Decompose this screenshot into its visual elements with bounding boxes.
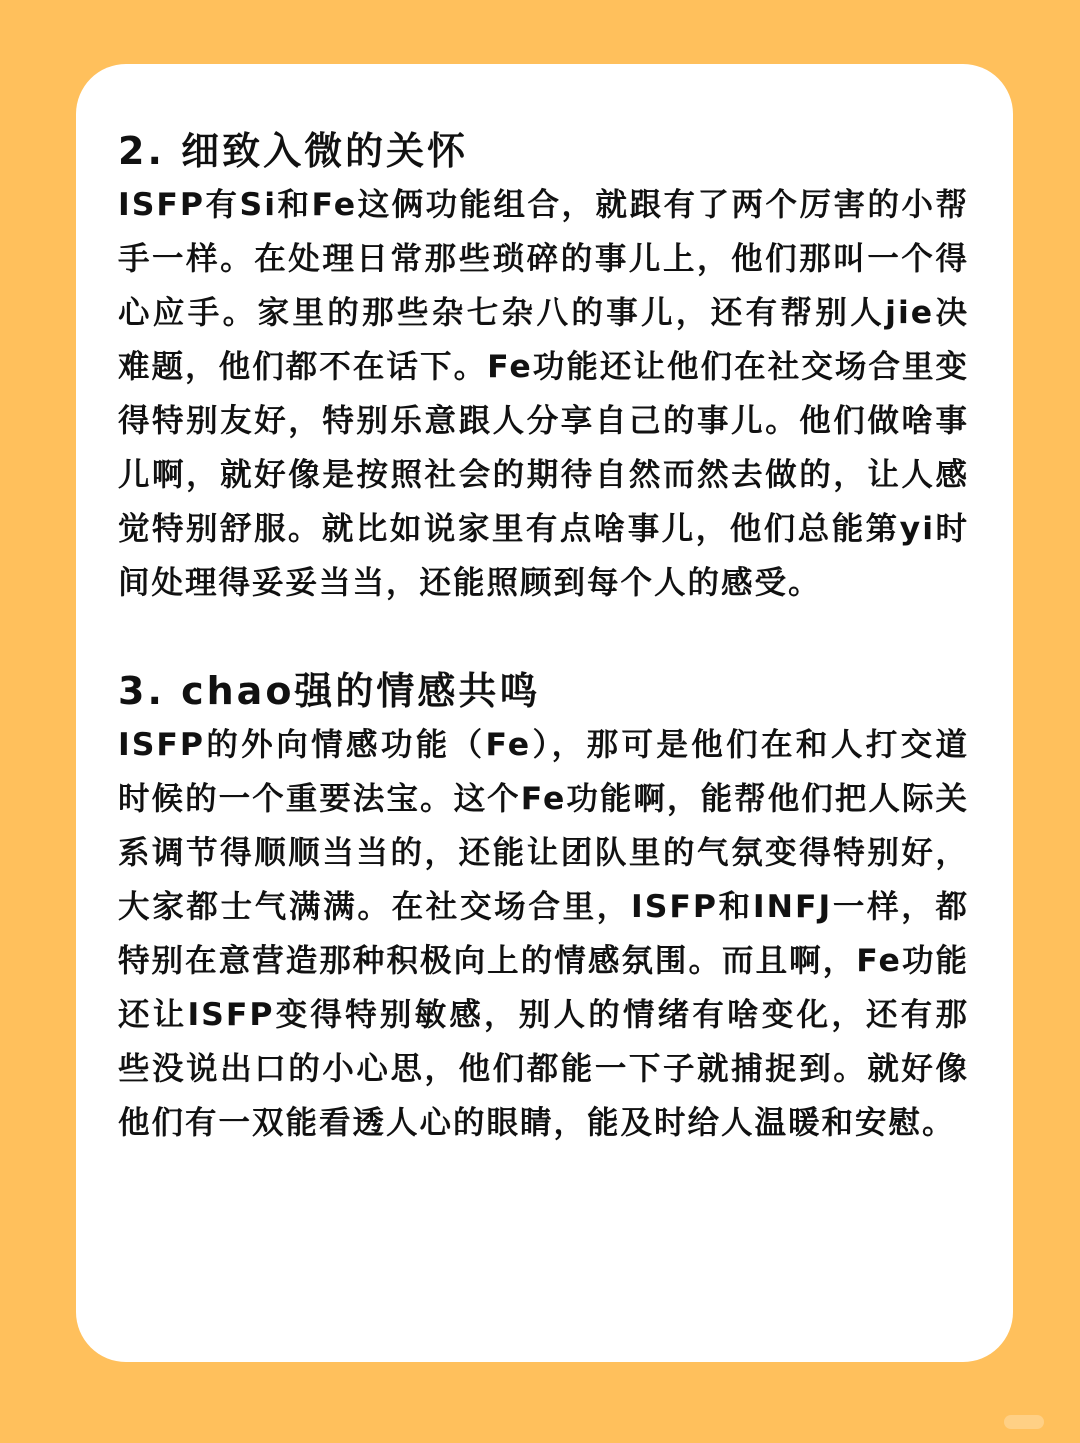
section-heading: 2. 细致入微的关怀 [118, 129, 469, 173]
section-care [118, 126, 969, 610]
section-heading: 3. chao强的情感共鸣 [118, 669, 541, 713]
section-body: ISFP的外向情感功能（Fe），那可是他们在和人打交道时候的一个重要法宝。这个Fe功能啊，能帮他们把人际关系调节得顺顺当当的，还能让团队里的气氛变得特别好，大家都士气满满。在社交场合里，ISFP和INFJ一样，都特别在意营造那种积极向上的情感氛围。而且啊，Fe功能还让ISFP变得特别敏感，别人的情绪有啥变化，还有那些没说出口的小心思，他们都能一下子就捕捉到。就好像他们有一双能看透人心的眼睛，能及时给人温暖和安慰。 [118, 727, 969, 1141]
section-empathy [118, 666, 969, 1150]
watermark [1004, 1415, 1044, 1429]
section-body: ISFP有Si和Fe这俩功能组合，就跟有了两个厉害的小帮手一样。在处理日常那些琐碎的事儿上，他们那叫一个得心应手。家里的那些杂七杂八的事儿，还有帮别人jie决难题，他们都不在话下。Fe功能还让他们在社交场合里变得特别友好，特别乐意跟人分享自己的事儿。他们做啥事儿啊，就好像是按照社会的期待自然而然去做的，让人感觉特别舒服。就比如说家里有点啥事儿，他们总能第yi时间处理得妥妥当当，还能照顾到每个人的感受。 [118, 187, 969, 601]
content-card [76, 64, 1013, 1362]
